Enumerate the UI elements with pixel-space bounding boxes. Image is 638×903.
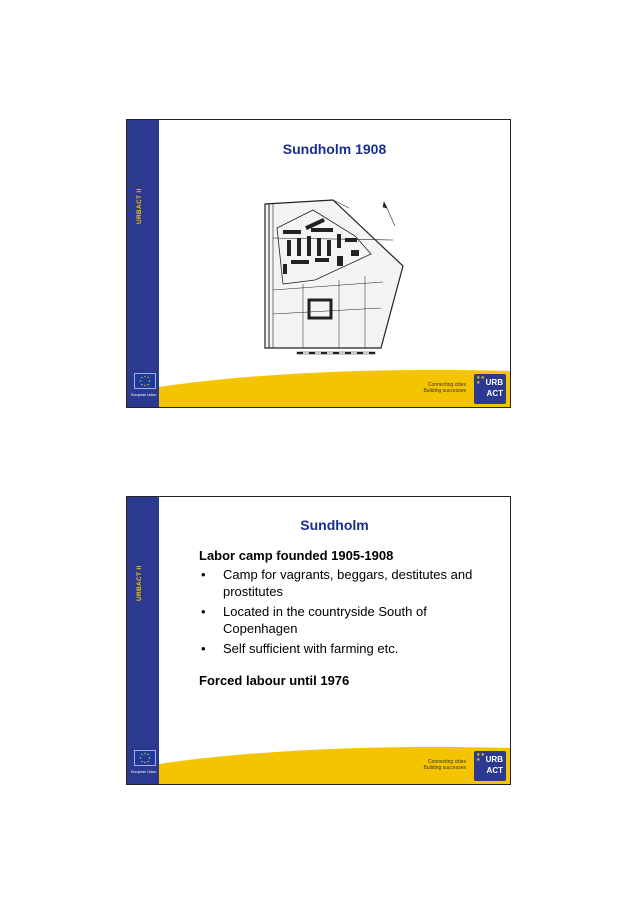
logo-stars-icon: ★★ ★ <box>476 375 485 386</box>
eu-caption: European Union <box>131 770 157 774</box>
slide-1 <box>126 119 511 408</box>
bullet-item <box>199 603 499 637</box>
tagline-line-2: Building successes <box>423 388 466 394</box>
eu-flag-icon <box>134 750 156 766</box>
slide-title: Sundholm <box>300 517 369 533</box>
eu-caption: European Union <box>131 393 157 397</box>
bullet-item <box>199 640 499 657</box>
tagline <box>423 759 466 771</box>
bullet-text: Self sufficient with farming etc. <box>223 641 399 656</box>
logo-text-top: URB <box>485 755 503 764</box>
slide-sidebar <box>127 120 159 407</box>
site-plan-map <box>253 198 411 360</box>
bullet-dot-icon: • <box>201 567 206 582</box>
slide-2 <box>126 496 511 785</box>
urbact-logo <box>474 751 506 781</box>
bullet-item <box>199 566 499 600</box>
lead-heading: Labor camp founded 1905-1908 <box>199 548 394 563</box>
tagline-line-2: Building successes <box>423 765 466 771</box>
logo-text-bottom: ACT <box>486 389 503 398</box>
bullet-dot-icon: • <box>201 641 206 656</box>
urbact-sidebar-label: URBACT II <box>136 565 143 601</box>
logo-stars-icon: ★★ ★ <box>476 752 485 763</box>
urbact-sidebar-label: URBACT II <box>136 188 143 224</box>
bullet-text: Camp for vagrants, beggars, destitutes and prostitutes <box>223 567 473 599</box>
slide-content <box>199 548 499 688</box>
slide-title: Sundholm 1908 <box>282 141 387 157</box>
bullet-text: Located in the countryside South of Copenhagen <box>223 604 427 636</box>
tagline-line-1: Connecting cities <box>427 759 466 765</box>
bullet-dot-icon: • <box>201 604 206 619</box>
eu-flag-icon <box>134 373 156 389</box>
tagline-line-1: Connecting cities <box>427 382 466 388</box>
closing-statement: Forced labour until 1976 <box>199 673 350 688</box>
tagline <box>423 382 466 394</box>
slide-sidebar <box>127 497 159 784</box>
logo-text-top: URB <box>485 378 503 387</box>
urbact-logo <box>474 374 506 404</box>
logo-text-bottom: ACT <box>486 766 503 775</box>
